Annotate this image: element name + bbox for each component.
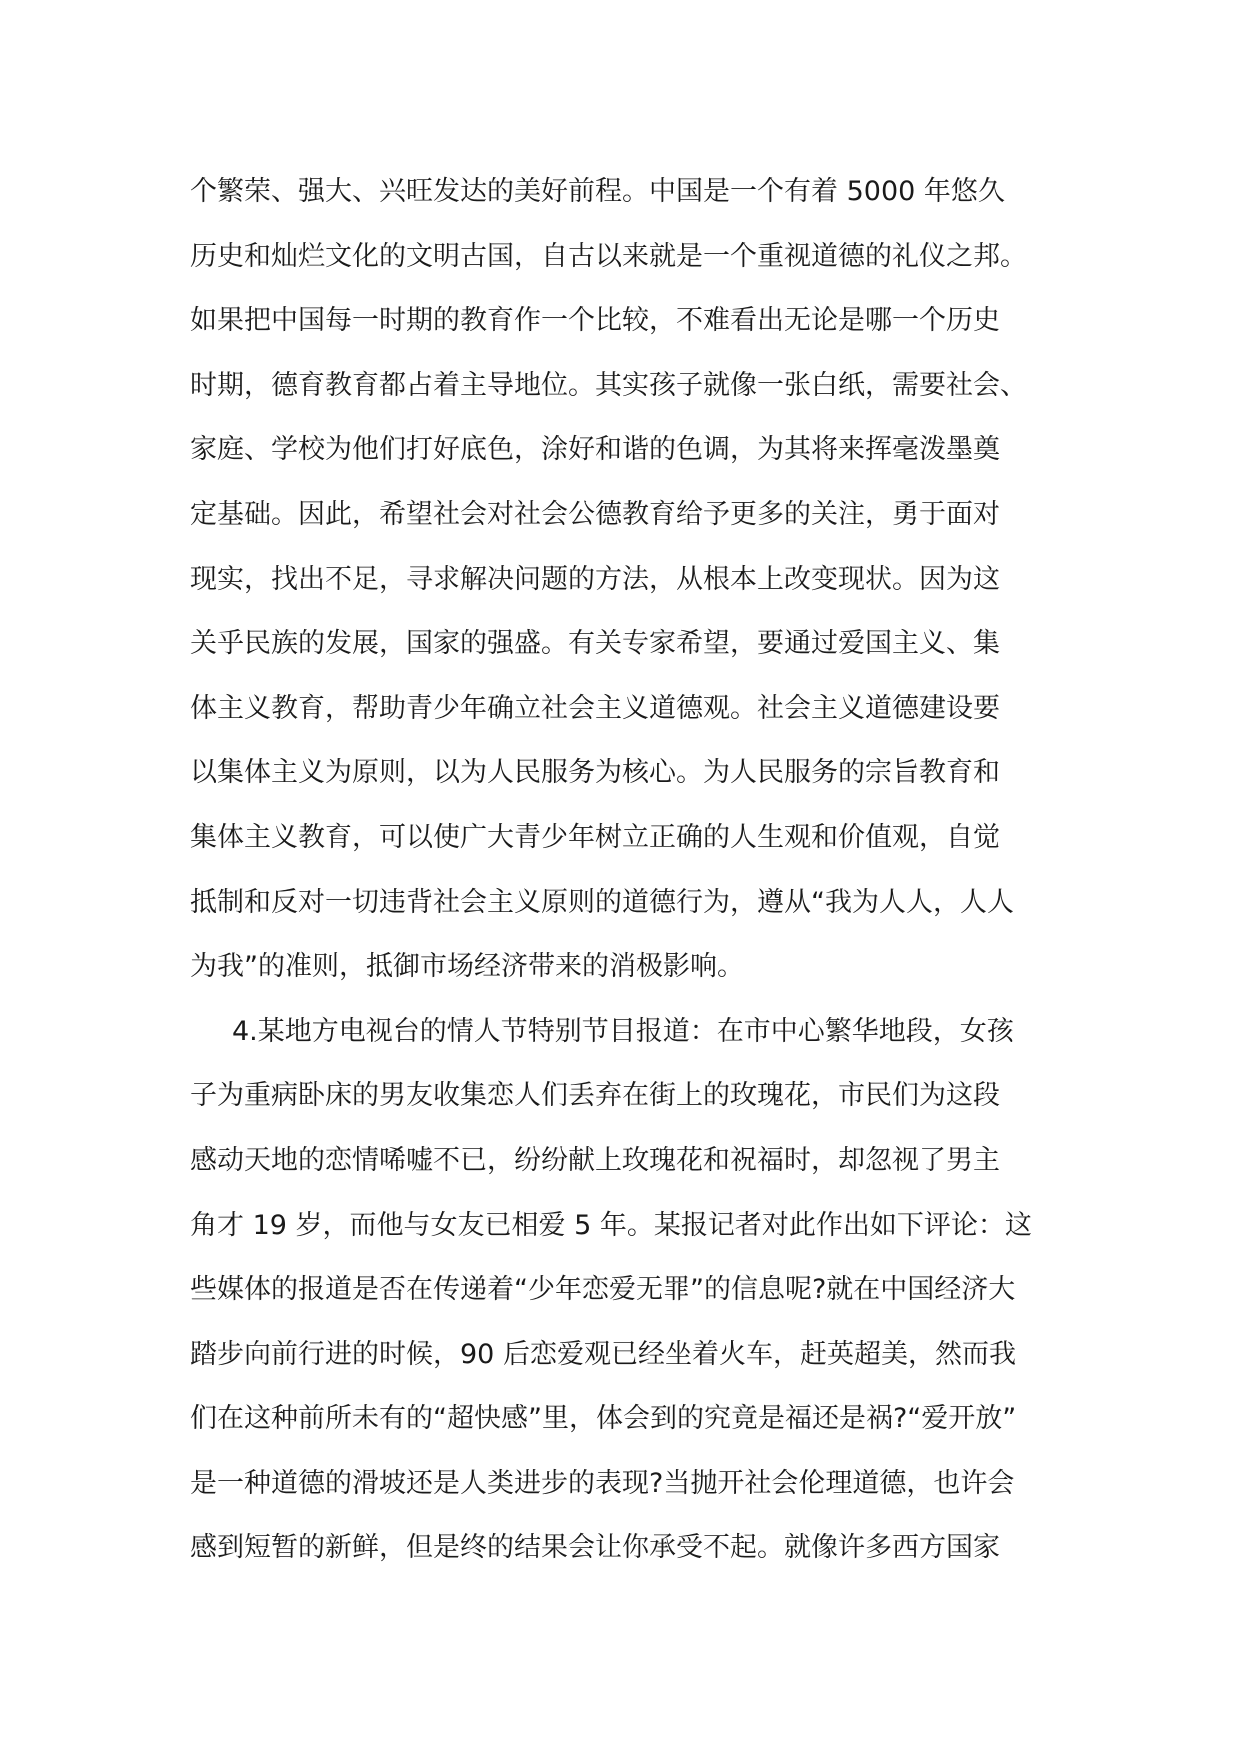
- text-line: 现实，找出不足，寻求解决问题的方法，从根本上改变现状。因为这: [190, 563, 1000, 595]
- text-line: 体主义教育，帮助青少年确立社会主义道德观。社会主义道德建设要: [190, 692, 1000, 724]
- body-text: [190, 172, 1060, 1593]
- text-line: 为我”的准则，抵御市场经济带来的消极影响。: [190, 951, 744, 983]
- text-line: 定基础。因此，希望社会对社会公德教育给予更多的关注，勇于面对: [190, 498, 1000, 530]
- text-line: 家庭、学校为他们打好底色，涂好和谐的色调，为其将来挥毫泼墨奠: [190, 434, 1000, 466]
- text-line: 踏步向前行进的时候，90 后恋爱观已经坐着火车，赶英超美，然而我: [190, 1338, 1016, 1370]
- text-line: 抵制和反对一切违背社会主义原则的道德行为，遵从“我为人人，人人: [190, 886, 1014, 918]
- text-line: 时期，德育教育都占着主导地位。其实孩子就像一张白纸，需要社会、: [190, 369, 1027, 401]
- text-line: 历史和灿烂文化的文明古国，自古以来就是一个重视道德的礼仪之邦。: [190, 240, 1027, 272]
- text-line: 感动天地的恋情唏嘘不已，纷纷献上玫瑰花和祝福时，却忽视了男主: [190, 1144, 1000, 1176]
- text-line: 子为重病卧床的男友收集恋人们丢弃在街上的玫瑰花，市民们为这段: [190, 1080, 1000, 1112]
- text-line: 们在这种前所未有的“超快感”里，体会到的究竟是福还是祸?“爱开放”: [190, 1403, 1017, 1435]
- text-line: 些媒体的报道是否在传递着“少年恋爱无罪”的信息呢?就在中国经济大: [190, 1274, 1016, 1306]
- text-line: 感到短暂的新鲜，但是终的结果会让你承受不起。就像许多西方国家: [190, 1532, 1000, 1564]
- paragraph-start-line: 4.某地方电视台的情人节特别节目报道：在市中心繁华地段，女孩: [232, 1015, 1014, 1047]
- text-line: 集体主义教育，可以使广大青少年树立正确的人生观和价值观，自觉: [190, 821, 1000, 853]
- text-line: 角才 19 岁，而他与女友已相爱 5 年。某报记者对此作出如下评论：这: [190, 1209, 1032, 1241]
- text-line: 个繁荣、强大、兴旺发达的美好前程。中国是一个有着 5000 年悠久: [190, 176, 1005, 207]
- text-line: 以集体主义为原则，以为人民服务为核心。为人民服务的宗旨教育和: [190, 757, 1000, 789]
- text-line: 如果把中国每一时期的教育作一个比较，不难看出无论是哪一个历史: [190, 305, 1000, 337]
- text-line: 关乎民族的发展，国家的强盛。有关专家希望，要通过爱国主义、集: [190, 628, 1000, 660]
- text-line: 是一种道德的滑坡还是人类进步的表现?当抛开社会伦理道德，也许会: [190, 1467, 1015, 1499]
